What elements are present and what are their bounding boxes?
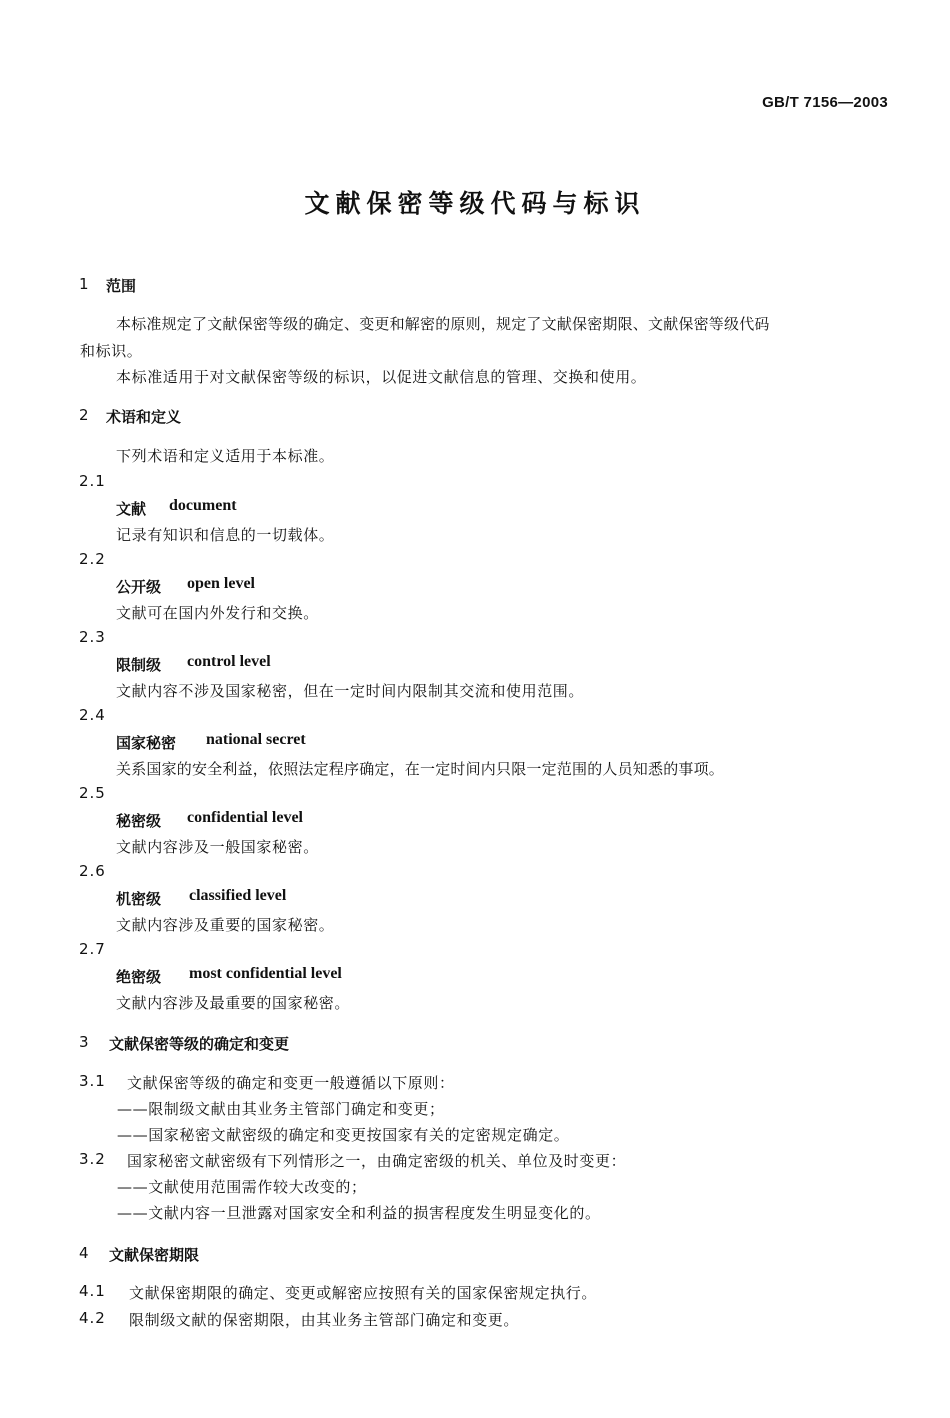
term-number: 2.1 — [79, 472, 106, 490]
term-definition: 文献内容涉及重要的国家秘密。 — [116, 916, 335, 934]
clause-4-2-number: 4.2 — [79, 1309, 106, 1327]
section-2-intro: 下列术语和定义适用于本标准。 — [116, 447, 335, 465]
section-1-paragraph-1-line-1: 本标准规定了文献保密等级的确定、变更和解密的原则，规定了文献保密期限、文献保密等级代码 — [116, 315, 770, 333]
term-chinese: 秘密级 — [116, 812, 162, 830]
clause-3-2-number: 3.2 — [79, 1150, 106, 1168]
clause-4-1-number: 4.1 — [79, 1282, 106, 1300]
term-definition: 文献内容不涉及国家秘密，但在一定时间内限制其交流和使用范围。 — [116, 682, 585, 700]
term-number: 2.5 — [79, 784, 106, 802]
term-chinese: 绝密级 — [116, 968, 162, 986]
term-english: most confidential level — [189, 965, 342, 982]
section-3-heading: 文献保密等级的确定和变更 — [109, 1035, 290, 1053]
clause-3-1-item-2: ——国家秘密文献密级的确定和变更按国家有关的定密规定确定。 — [117, 1126, 570, 1144]
term-chinese: 限制级 — [116, 656, 162, 674]
clause-3-1-text: 文献保密等级的确定和变更一般遵循以下原则： — [127, 1074, 455, 1092]
term-number: 2.2 — [79, 550, 106, 568]
section-1-paragraph-1-line-2: 和标识。 — [80, 342, 143, 360]
standard-number: GB/T 7156—2003 — [762, 94, 888, 111]
term-chinese: 文献 — [116, 500, 147, 518]
section-4-number: 4 — [79, 1244, 89, 1262]
section-1-heading: 范围 — [106, 277, 137, 295]
term-english: classified level — [189, 887, 287, 904]
section-2-heading: 术语和定义 — [106, 408, 182, 426]
clause-4-1-text: 文献保密期限的确定、变更或解密应按照有关的国家保密规定执行。 — [129, 1284, 598, 1302]
term-definition: 记录有知识和信息的一切载体。 — [116, 526, 335, 544]
section-2-number: 2 — [79, 406, 89, 424]
page-title: 文献保密等级代码与标识 — [304, 189, 646, 218]
term-number: 2.7 — [79, 940, 106, 958]
term-definition: 关系国家的安全利益，依照法定程序确定，在一定时间内只限一定范围的人员知悉的事项。 — [116, 760, 725, 778]
term-english: control level — [187, 653, 271, 670]
term-number: 2.4 — [79, 706, 106, 724]
term-english: open level — [187, 575, 255, 592]
term-number: 2.3 — [79, 628, 106, 646]
term-definition: 文献可在国内外发行和交换。 — [116, 604, 319, 622]
section-1-paragraph-2: 本标准适用于对文献保密等级的标识，以促进文献信息的管理、交换和使用。 — [116, 368, 647, 386]
section-3-number: 3 — [79, 1033, 89, 1051]
term-english: document — [169, 497, 237, 514]
clause-3-2-text: 国家秘密文献密级有下列情形之一，由确定密级的机关、单位及时变更： — [127, 1152, 627, 1170]
term-chinese: 机密级 — [116, 890, 162, 908]
section-4-heading: 文献保密期限 — [109, 1246, 200, 1264]
term-chinese: 国家秘密 — [116, 734, 177, 752]
term-english: confidential level — [187, 809, 303, 826]
term-chinese: 公开级 — [116, 578, 162, 596]
term-definition: 文献内容涉及一般国家秘密。 — [116, 838, 319, 856]
term-definition: 文献内容涉及最重要的国家秘密。 — [116, 994, 351, 1012]
term-english: national secret — [206, 731, 306, 748]
term-number: 2.6 — [79, 862, 106, 880]
clause-3-2-item-2: ——文献内容一旦泄露对国家安全和利益的损害程度发生明显变化的。 — [117, 1204, 601, 1222]
clause-3-2-item-1: ——文献使用范围需作较大改变的； — [117, 1178, 367, 1196]
section-1-number: 1 — [79, 275, 89, 293]
clause-3-1-number: 3.1 — [79, 1072, 106, 1090]
clause-3-1-item-1: ——限制级文献由其业务主管部门确定和变更； — [117, 1100, 445, 1118]
clause-4-2-text: 限制级文献的保密期限，由其业务主管部门确定和变更。 — [129, 1311, 520, 1329]
